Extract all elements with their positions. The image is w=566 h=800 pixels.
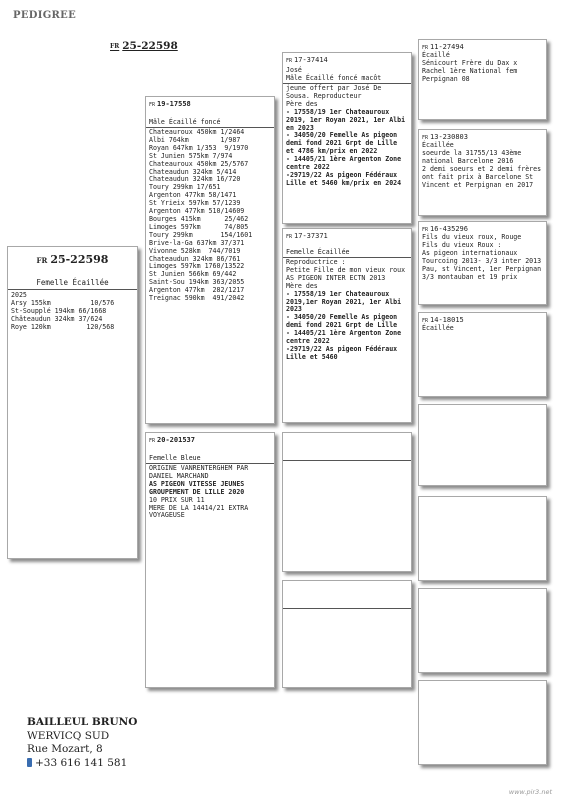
text-line: -29719/22 As pigeon Fédéraux Lille et 5460 [286, 344, 398, 361]
sdd-sex: Écaillée [422, 324, 454, 332]
text-line: Père des [286, 99, 318, 108]
sire-sire-card[interactable] [282, 52, 412, 224]
subject-results [8, 290, 137, 333]
text-line: Pau, st Vincent, 1er Perpignan [422, 264, 542, 273]
sire-sex: Mâle Écaillé foncé [146, 108, 274, 128]
text-line: St-Soupplé 194km 66/1668 [11, 306, 107, 315]
sss-ring: FR 11-27494 [422, 43, 464, 51]
ssd-card[interactable] [418, 129, 547, 216]
text-line: Fils du vieux roux, Rouge [422, 233, 522, 241]
text-line: Mère des [286, 281, 318, 290]
text-line: -29719/22 As pigeon Fédéraux Lille et 5460 km/prix en 2024 [286, 170, 402, 187]
sire-card[interactable] [145, 96, 275, 424]
sdd-card[interactable] [418, 312, 547, 397]
sire-sire-notes [283, 84, 411, 189]
dam-ring: FR 20-201537 [149, 436, 195, 444]
sire-ring: FR 19-17558 [149, 100, 191, 108]
text-line: Arsy 155km 10/576 [11, 298, 115, 307]
dam-card[interactable] [145, 432, 275, 688]
text-line: Treignac 590km 491/2042 [149, 294, 245, 303]
text-line: Chateaudun 324km 5/414 [149, 167, 237, 176]
dam-line-card-4[interactable] [418, 680, 547, 765]
ssd-ring: FR 13-230803 [422, 133, 468, 141]
text-line: jeune offert par José De Sousa. Reproducteur [286, 84, 382, 100]
owner-name: BAILLEUL BRUNO [27, 716, 138, 728]
dam-dam-card[interactable] [282, 580, 412, 688]
text-line: Vivonne 528km 744/7019 [149, 246, 241, 255]
sire-results [146, 128, 274, 304]
text-line: Bourges 415km 25/462 [149, 214, 249, 223]
sss-sex: Écaillé [422, 51, 450, 59]
ssd-notes [419, 149, 546, 191]
text-line: Argenton 477km 510/14609 [149, 207, 245, 216]
subject-card[interactable] [7, 246, 138, 559]
sdd-ring: FR 14-18015 [422, 316, 464, 324]
text-line: Chateaudun 324km 16/720 [149, 175, 241, 184]
owner-phone: +33 616 141 581 [35, 756, 128, 769]
phone-icon [27, 758, 32, 767]
empty-divider [283, 608, 411, 609]
text-line: ORIGINE VANRENTERGHEM PAR DANIEL MARCHAND [149, 464, 249, 480]
text-line: 3/3 montauban et 19 prix [422, 272, 518, 281]
sire-dam-notes [283, 258, 411, 363]
sire-dam-card[interactable] [282, 228, 412, 423]
text-line: Petite Fille de mon vieux roux AS PIGEON INTER ECTN 2013 [286, 265, 406, 282]
sss-card[interactable] [418, 39, 547, 120]
text-line: AS PIGEON VITESSE JEUNES GROUPEMENT DE LILLE 2020 [149, 479, 245, 496]
text-line: Châteaudun 324km 37/624 [11, 314, 103, 323]
subject-sex: Femelle Écaillée [8, 266, 137, 290]
text-line: St Yrieix 597km 57/1239 [149, 199, 241, 208]
text-line: Sénicourt Frère du Dax x Rachel 1ère National fem Perpignan 08 [422, 59, 518, 83]
text-line: - 14405/21 1ère Argenton Zone centre 2022 [286, 329, 402, 346]
text-line: Roye 120km 120/568 [11, 322, 115, 331]
owner-city: WERVICQ SUD [27, 729, 110, 742]
text-line: Chateaudun 324km 86/761 [149, 254, 241, 263]
sss-notes [419, 59, 546, 85]
text-line: Saint-Sou 194km 363/2055 [149, 278, 245, 287]
sds-ring: FR 16-435296 [422, 225, 468, 233]
text-line: Argenton 477km 282/1217 [149, 286, 245, 295]
text-line: St Junien 575km 7/974 [149, 151, 233, 160]
text-line: As pigeon internationaux Tourcoing 2013- 3/3 inter 2013 [422, 248, 542, 265]
text-line: soeurde la 31755/13 43ème national Barcelone 2016 [422, 149, 522, 165]
text-line: 2 demi soeurs et 2 demi frères ont fait prix à Barcelone St Vincent et Perpignan en 2017 [422, 164, 542, 189]
text-line: Albi 764km 1/987 [149, 135, 241, 144]
sire-dam-sex: Femelle Écaillée [283, 240, 411, 258]
dam-notes [146, 464, 274, 521]
text-line: St Junien 566km 69/442 [149, 270, 237, 279]
text-line: - 34050/20 Femelle As pigeon demi fond 2021 Grpt de Lille [286, 313, 398, 330]
text-line: Argenton 477km 58/1471 [149, 191, 237, 200]
text-line: MERE DE LA 14414/21 EXTRA VOYAGEUSE [149, 503, 249, 520]
text-line: Limoges 597km 1760/13522 [149, 262, 245, 271]
text-line: 10 PRIX SUR 11 [149, 495, 205, 504]
ssd-sex: Écaillée [422, 141, 454, 149]
text-line: Fils du vieux Roux : [422, 240, 502, 249]
owner-street: Rue Mozart, 8 [27, 743, 103, 755]
sds-notes [419, 233, 546, 282]
text-line: Chateauroux 450km 25/5767 [149, 159, 249, 168]
dam-line-card-1[interactable] [418, 404, 547, 486]
dam-sex: Femelle Bleue [146, 444, 274, 464]
dam-line-card-3[interactable] [418, 588, 547, 673]
text-line: - 14405/21 1ère Argenton Zone centre 2022 [286, 155, 402, 172]
text-line: - 17558/19 1er Chateauroux 2019, 1er Royan 2021, 1er Albi en 2023 [286, 107, 406, 132]
text-line: Brive-la-Ga 637km 37/371 [149, 238, 245, 247]
sire-dam-ring: FR 17-37371 [286, 232, 328, 240]
text-line: Toury 299km 17/651 [149, 183, 221, 192]
empty-divider [283, 460, 411, 461]
sire-sire-ring: FR 17-37414 [286, 56, 328, 64]
text-line: Chateauroux 450km 1/2464 [149, 128, 245, 136]
footer-site: www.pir3.net [508, 788, 552, 796]
text-line: Royan 647km 1/353 9/1970 [149, 143, 249, 152]
text-line: Limoges 597km 74/805 [149, 222, 249, 231]
sire-sire-name: José [286, 66, 302, 74]
subject-ring-heading: FR 25-22598 [110, 40, 178, 52]
text-line: 2025 [11, 291, 27, 299]
sire-sire-sex: Mâle Écaillé foncé macôt [283, 74, 411, 84]
owner-block [27, 716, 137, 770]
text-line: Toury 299km 154/1601 [149, 230, 253, 239]
subject-ring: FR 25-22598 [36, 253, 109, 266]
page-title: PEDIGREE [13, 10, 76, 21]
owner-phone-row [27, 757, 137, 771]
text-line: Reproductrice : [286, 258, 346, 266]
dam-line-card-2[interactable] [418, 496, 547, 581]
dam-sire-card[interactable] [282, 432, 412, 572]
text-line: - 34050/20 Femelle As pigeon demi fond 2021 Grpt de Lille et 4786 km/prix en 2022 [286, 131, 398, 156]
sds-card[interactable] [418, 221, 547, 305]
text-line: - 17558/19 1er Chateauroux 2019,1er Royan 2021, 1er Albi 2023 [286, 289, 402, 314]
